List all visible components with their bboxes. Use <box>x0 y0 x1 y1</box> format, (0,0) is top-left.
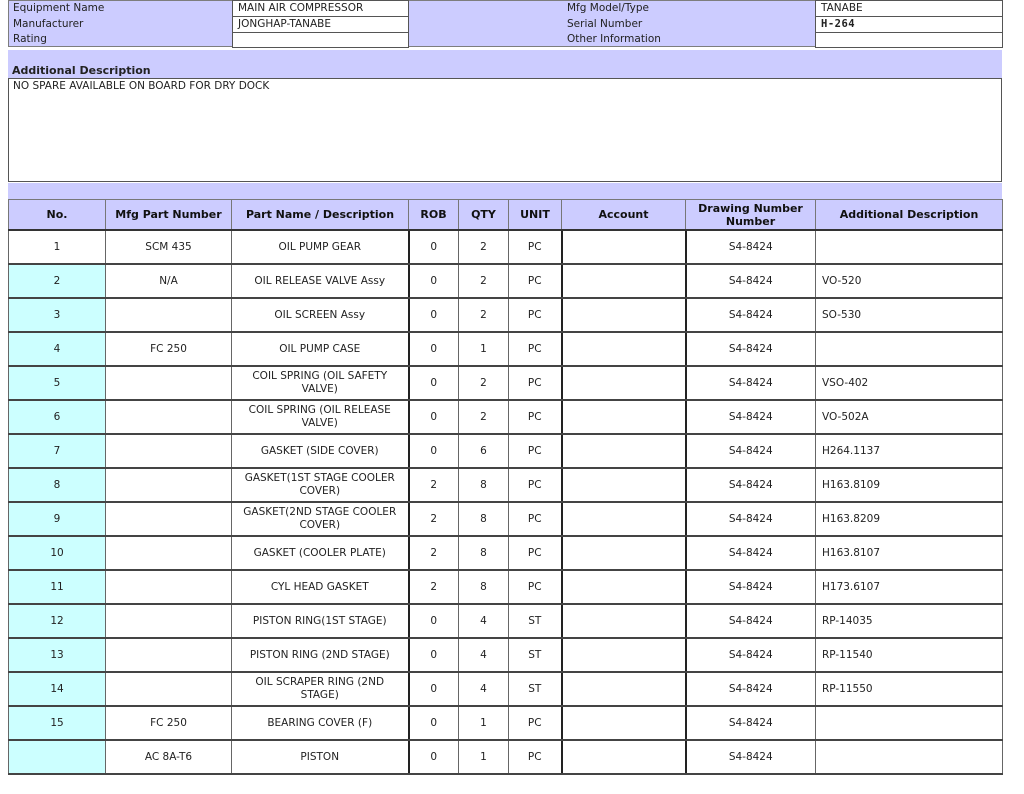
cell-rob: 0 <box>409 264 459 298</box>
cell-part-name: PISTON RING(1ST STAGE) <box>232 604 409 638</box>
col-header-part-name: Part Name / Description <box>232 200 409 231</box>
table-row <box>9 570 1003 604</box>
table-row <box>9 536 1003 570</box>
cell-mfg-part-number <box>106 536 232 570</box>
cell-additional-description: VSO-402 <box>816 366 1003 400</box>
mfg-model-label: Mfg Model/Type <box>567 2 649 14</box>
cell-part-name: GASKET (SIDE COVER) <box>232 434 409 468</box>
table-row <box>9 332 1003 366</box>
cell-account <box>562 570 686 604</box>
cell-rob: 0 <box>409 298 459 332</box>
cell-drawing-number: S4-8424 <box>686 332 816 366</box>
cell-account <box>562 230 686 264</box>
cell-qty: 2 <box>459 400 509 434</box>
cell-unit: PC <box>509 468 562 502</box>
cell-qty: 1 <box>459 706 509 740</box>
cell-additional-description: VO-520 <box>816 264 1003 298</box>
cell-rob: 2 <box>409 570 459 604</box>
cell-rob: 0 <box>409 638 459 672</box>
manufacturer-value: JONGHAP-TANABE <box>238 18 332 30</box>
cell-additional-description: H163.8109 <box>816 468 1003 502</box>
cell-qty: 2 <box>459 298 509 332</box>
cell-mfg-part-number <box>106 604 232 638</box>
cell-unit: ST <box>509 604 562 638</box>
equipment-name-value: MAIN AIR COMPRESSOR <box>238 2 364 14</box>
cell-part-name: OIL SCRAPER RING (2ND STAGE) <box>232 672 409 706</box>
equipment-name-label: Equipment Name <box>13 2 105 14</box>
table-row <box>9 468 1003 502</box>
cell-part-name: PISTON RING (2ND STAGE) <box>232 638 409 672</box>
mfg-model-value: TANABE <box>821 2 863 14</box>
cell-mfg-part-number <box>106 400 232 434</box>
cell-rob: 2 <box>409 502 459 536</box>
col-header-drawing-number: Drawing Number Number <box>686 200 816 231</box>
cell-qty: 1 <box>459 332 509 366</box>
cell-drawing-number: S4-8424 <box>686 230 816 264</box>
cell-mfg-part-number <box>106 298 232 332</box>
cell-part-name: OIL PUMP GEAR <box>232 230 409 264</box>
additional-description-heading-bar <box>8 50 1002 78</box>
cell-part-name: GASKET(2ND STAGE COOLER COVER) <box>232 502 409 536</box>
other-information-cell <box>815 32 1003 48</box>
table-row <box>9 230 1003 264</box>
cell-drawing-number: S4-8424 <box>686 434 816 468</box>
rating-cell <box>232 32 409 48</box>
table-row <box>9 400 1003 434</box>
table-header-row <box>9 200 1003 231</box>
col-header-rob: ROB <box>409 200 459 231</box>
cell-additional-description: H163.8107 <box>816 536 1003 570</box>
cell-rob: 0 <box>409 740 459 774</box>
cell-mfg-part-number <box>106 502 232 536</box>
cell-additional-description: RP-14035 <box>816 604 1003 638</box>
cell-drawing-number: S4-8424 <box>686 502 816 536</box>
cell-rob: 0 <box>409 604 459 638</box>
cell-part-name: COIL SPRING (OIL RELEASE VALVE) <box>232 400 409 434</box>
table-row <box>9 706 1003 740</box>
cell-qty: 1 <box>459 740 509 774</box>
cell-qty: 6 <box>459 434 509 468</box>
cell-account <box>562 332 686 366</box>
manufacturer-label: Manufacturer <box>13 18 84 30</box>
spare-parts-table <box>8 199 1003 775</box>
col-header-unit: UNIT <box>509 200 562 231</box>
additional-description-text: NO SPARE AVAILABLE ON BOARD FOR DRY DOCK <box>13 80 270 92</box>
cell-drawing-number: S4-8424 <box>686 536 816 570</box>
cell-mfg-part-number: SCM 435 <box>106 230 232 264</box>
col-header-mfg-part-number: Mfg Part Number <box>106 200 232 231</box>
cell-no: 8 <box>9 468 106 502</box>
cell-unit: ST <box>509 638 562 672</box>
cell-additional-description: SO-530 <box>816 298 1003 332</box>
cell-account <box>562 604 686 638</box>
cell-mfg-part-number: N/A <box>106 264 232 298</box>
cell-rob: 0 <box>409 672 459 706</box>
cell-unit: PC <box>509 332 562 366</box>
table-row <box>9 434 1003 468</box>
equipment-header <box>8 0 1002 47</box>
cell-unit: PC <box>509 366 562 400</box>
serial-number-value: H-264 <box>821 18 856 30</box>
cell-additional-description <box>816 230 1003 264</box>
cell-drawing-number: S4-8424 <box>686 298 816 332</box>
cell-rob: 0 <box>409 400 459 434</box>
table-row <box>9 502 1003 536</box>
cell-no: 3 <box>9 298 106 332</box>
cell-part-name: BEARING COVER (F) <box>232 706 409 740</box>
table-row <box>9 264 1003 298</box>
cell-account <box>562 638 686 672</box>
cell-additional-description <box>816 740 1003 774</box>
parts-table-body <box>9 230 1003 774</box>
cell-no: 5 <box>9 366 106 400</box>
cell-rob: 0 <box>409 332 459 366</box>
cell-drawing-number: S4-8424 <box>686 638 816 672</box>
cell-drawing-number: S4-8424 <box>686 366 816 400</box>
rating-label: Rating <box>13 33 47 45</box>
cell-unit: PC <box>509 400 562 434</box>
cell-no: 12 <box>9 604 106 638</box>
cell-additional-description <box>816 706 1003 740</box>
cell-drawing-number: S4-8424 <box>686 672 816 706</box>
cell-qty: 2 <box>459 230 509 264</box>
cell-mfg-part-number <box>106 638 232 672</box>
cell-no: 9 <box>9 502 106 536</box>
table-row <box>9 604 1003 638</box>
cell-unit: PC <box>509 570 562 604</box>
cell-qty: 4 <box>459 638 509 672</box>
cell-rob: 0 <box>409 706 459 740</box>
cell-no: 13 <box>9 638 106 672</box>
cell-no: 4 <box>9 332 106 366</box>
cell-qty: 8 <box>459 502 509 536</box>
cell-mfg-part-number: FC 250 <box>106 706 232 740</box>
cell-mfg-part-number <box>106 366 232 400</box>
cell-additional-description: H173.6107 <box>816 570 1003 604</box>
cell-unit: PC <box>509 706 562 740</box>
col-header-no: No. <box>9 200 106 231</box>
cell-account <box>562 706 686 740</box>
cell-unit: ST <box>509 672 562 706</box>
cell-additional-description: VO-502A <box>816 400 1003 434</box>
cell-mfg-part-number <box>106 468 232 502</box>
cell-account <box>562 298 686 332</box>
cell-unit: PC <box>509 434 562 468</box>
cell-account <box>562 502 686 536</box>
cell-no: 1 <box>9 230 106 264</box>
additional-description-box <box>8 78 1002 182</box>
cell-account <box>562 536 686 570</box>
cell-unit: PC <box>509 536 562 570</box>
cell-part-name: OIL SCREEN Assy <box>232 298 409 332</box>
col-header-additional-description: Additional Description <box>816 200 1003 231</box>
cell-additional-description: RP-11540 <box>816 638 1003 672</box>
col-header-qty: QTY <box>459 200 509 231</box>
cell-no: 11 <box>9 570 106 604</box>
cell-part-name: GASKET (COOLER PLATE) <box>232 536 409 570</box>
section-separator <box>8 183 1002 199</box>
cell-qty: 8 <box>459 536 509 570</box>
cell-drawing-number: S4-8424 <box>686 604 816 638</box>
cell-no: 2 <box>9 264 106 298</box>
table-row <box>9 740 1003 774</box>
cell-unit: PC <box>509 264 562 298</box>
cell-qty: 8 <box>459 570 509 604</box>
cell-drawing-number: S4-8424 <box>686 706 816 740</box>
cell-mfg-part-number <box>106 570 232 604</box>
cell-no: 15 <box>9 706 106 740</box>
table-row <box>9 298 1003 332</box>
cell-additional-description: H264.1137 <box>816 434 1003 468</box>
cell-account <box>562 434 686 468</box>
cell-rob: 0 <box>409 434 459 468</box>
cell-rob: 0 <box>409 230 459 264</box>
cell-rob: 2 <box>409 536 459 570</box>
cell-unit: PC <box>509 740 562 774</box>
cell-additional-description: RP-11550 <box>816 672 1003 706</box>
cell-rob: 2 <box>409 468 459 502</box>
cell-qty: 8 <box>459 468 509 502</box>
cell-account <box>562 672 686 706</box>
cell-qty: 4 <box>459 604 509 638</box>
cell-account <box>562 468 686 502</box>
cell-mfg-part-number <box>106 434 232 468</box>
cell-part-name: COIL SPRING (OIL SAFETY VALVE) <box>232 366 409 400</box>
cell-unit: PC <box>509 298 562 332</box>
cell-part-name: OIL RELEASE VALVE Assy <box>232 264 409 298</box>
cell-part-name: OIL PUMP CASE <box>232 332 409 366</box>
cell-part-name: PISTON <box>232 740 409 774</box>
cell-mfg-part-number: AC 8A-T6 <box>106 740 232 774</box>
cell-mfg-part-number <box>106 672 232 706</box>
additional-description-heading: Additional Description <box>12 64 151 77</box>
cell-drawing-number: S4-8424 <box>686 740 816 774</box>
cell-qty: 2 <box>459 264 509 298</box>
other-information-label: Other Information <box>567 33 661 45</box>
cell-account <box>562 366 686 400</box>
cell-account <box>562 740 686 774</box>
cell-additional-description <box>816 332 1003 366</box>
table-row <box>9 366 1003 400</box>
cell-rob: 0 <box>409 366 459 400</box>
cell-no: 14 <box>9 672 106 706</box>
cell-no: 7 <box>9 434 106 468</box>
table-row <box>9 638 1003 672</box>
cell-drawing-number: S4-8424 <box>686 468 816 502</box>
serial-number-label: Serial Number <box>567 18 643 30</box>
cell-account <box>562 400 686 434</box>
col-header-account: Account <box>562 200 686 231</box>
cell-unit: PC <box>509 502 562 536</box>
cell-part-name: CYL HEAD GASKET <box>232 570 409 604</box>
cell-unit: PC <box>509 230 562 264</box>
cell-additional-description: H163.8209 <box>816 502 1003 536</box>
cell-drawing-number: S4-8424 <box>686 570 816 604</box>
cell-drawing-number: S4-8424 <box>686 264 816 298</box>
cell-drawing-number: S4-8424 <box>686 400 816 434</box>
table-row <box>9 672 1003 706</box>
cell-no <box>9 740 106 774</box>
cell-mfg-part-number: FC 250 <box>106 332 232 366</box>
cell-account <box>562 264 686 298</box>
cell-part-name: GASKET(1ST STAGE COOLER COVER) <box>232 468 409 502</box>
cell-qty: 2 <box>459 366 509 400</box>
cell-no: 10 <box>9 536 106 570</box>
cell-no: 6 <box>9 400 106 434</box>
cell-qty: 4 <box>459 672 509 706</box>
